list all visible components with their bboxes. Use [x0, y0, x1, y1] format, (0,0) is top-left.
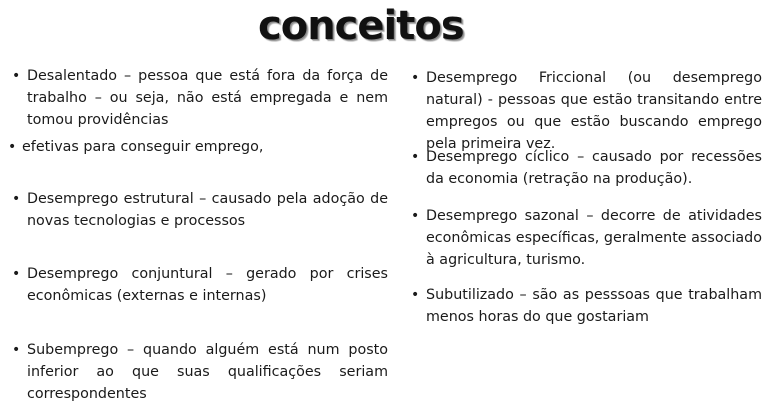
bullet-icon: • [12, 191, 21, 207]
list-item-text: Desemprego estrutural – causado pela adoção de novas tecnologias e processos [27, 191, 388, 229]
list-item-desemprego-conjuntural [12, 263, 388, 307]
bullet-icon: • [411, 287, 420, 303]
list-item-text: Desemprego cíclico – causado por recessões da economia (retração na produção). [426, 149, 762, 187]
list-item-text: Desalentado – pessoa que está fora da força de trabalho – ou seja, não está empregada e nem tomou providências [27, 68, 388, 128]
bullet-icon: • [411, 70, 420, 86]
list-item-desemprego-sazonal [411, 205, 762, 271]
list-item-desemprego-ciclico [411, 146, 762, 190]
bullet-icon: • [12, 266, 21, 282]
list-item-desemprego-friccional [411, 67, 762, 155]
list-item-subutilizado [411, 284, 762, 328]
list-item-subemprego [12, 339, 388, 405]
bullet-icon: • [411, 208, 420, 224]
list-item-text: Subutilizado – são as pesssoas que trabalham menos horas do que gostariam [426, 287, 762, 325]
list-item-efetivas [8, 136, 388, 158]
list-item-text: Subemprego – quando alguém está num posto inferior ao que suas qualificações seriam correspondentes [27, 342, 388, 402]
bullet-icon: • [12, 68, 21, 84]
list-item-text: efetivas para conseguir emprego, [22, 139, 264, 155]
list-item-desemprego-estrutural [12, 188, 388, 232]
bullet-icon: • [12, 342, 21, 358]
list-item-text: Desemprego sazonal – decorre de atividades econômicas específicas, geralmente associado à agricultura, turismo. [426, 208, 762, 268]
list-item-text: Desemprego conjuntural – gerado por crises econômicas (externas e internas) [27, 266, 388, 304]
list-item-text: Desemprego Friccional (ou desemprego natural) - pessoas que estão transitando entre empregos ou que estão buscando emprego pela primeira vez. [426, 70, 762, 152]
bullet-icon: • [411, 149, 420, 165]
list-item-desalentado [12, 65, 388, 131]
bullet-icon: • [8, 139, 17, 155]
page-title: conceitos [258, 3, 464, 49]
